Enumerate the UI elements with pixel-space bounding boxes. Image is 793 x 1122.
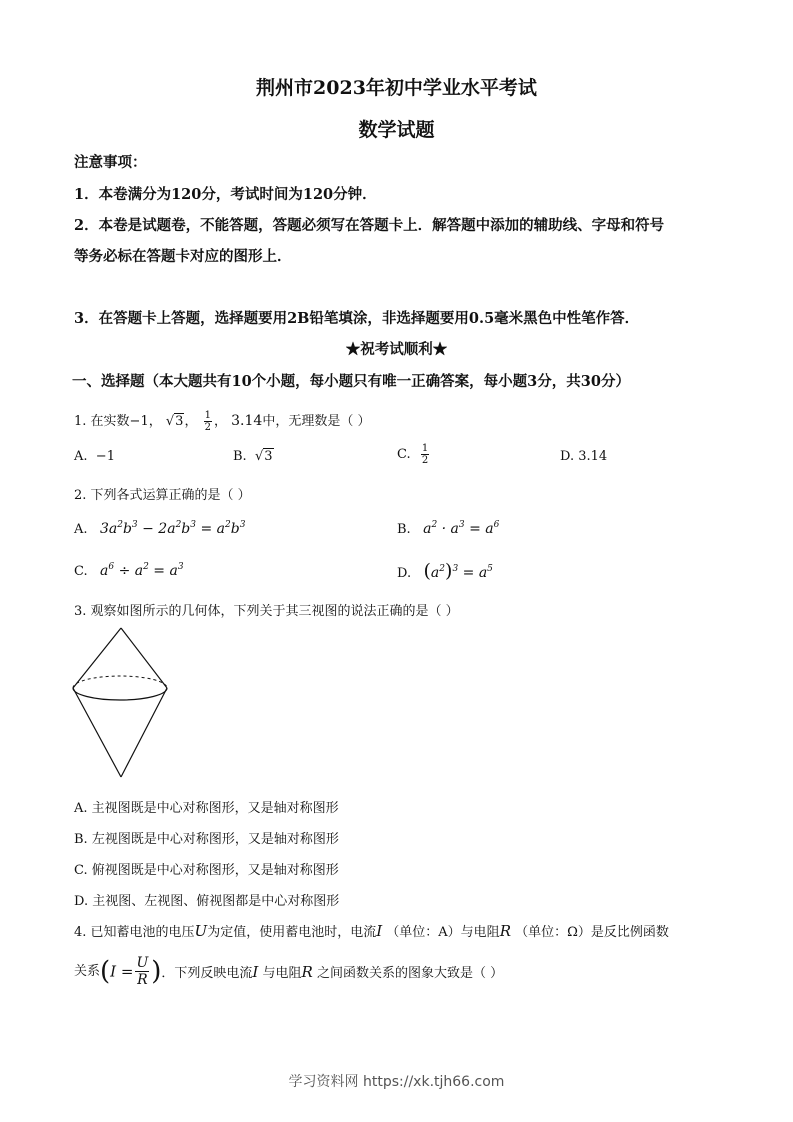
q3-option-b: B. 左视图既是中心对称图形，又是轴对称图形 — [74, 832, 339, 847]
q1-lead: 1. 在实数 — [74, 414, 130, 429]
q1-option-a — [74, 449, 115, 464]
option-label: D. — [560, 449, 575, 464]
good-luck-banner: ★祝考试顺利★ — [345, 341, 448, 358]
q1-sep: ， — [213, 414, 227, 429]
q1-sep: ， — [148, 414, 162, 429]
sqrt-arg: 3 — [175, 414, 184, 429]
q1-tail: 中，无理数是（ ） — [262, 414, 371, 429]
frac-den: R — [137, 972, 148, 988]
equation-fraction — [135, 955, 149, 988]
option-label: C. — [74, 564, 88, 579]
section-heading-choice: 一、选择题（本大题共有10个小题，每小题只有唯一正确答案，每小题3分，共30分） — [72, 373, 630, 390]
frac-num: U — [136, 955, 149, 971]
q2-d-expression: $(a^2)^3 = a^5$ — [423, 560, 493, 582]
q1-sep: ， — [184, 414, 198, 429]
option-label: C. — [397, 447, 411, 462]
question-1-stem — [74, 410, 370, 433]
sqrt-sign: √ — [254, 449, 264, 464]
question-4-stem-line1 — [74, 921, 669, 940]
q3-option-d: D. 主视图、左视图、俯视图都是中心对称图形 — [74, 894, 340, 909]
q1-num-minus-one: −1 — [129, 414, 149, 429]
note-item-2: 2．本卷是试题卷，不能答题，答题必须写在答题卡上．解答题中添加的辅助线、字母和符号 — [74, 217, 665, 234]
option-value: −1 — [95, 449, 115, 464]
sqrt-sign: √ — [165, 414, 175, 429]
frac-den: 2 — [421, 455, 429, 466]
frac-den: 2 — [204, 422, 211, 433]
q2-option-a — [74, 521, 245, 537]
sqrt3-expr — [255, 448, 274, 464]
question-4-stem-line2 — [74, 955, 503, 988]
paren-right: ) — [151, 956, 162, 987]
exam-title: 荆州市2023年初中学业水平考试 — [256, 77, 537, 99]
q1-option-d — [560, 449, 607, 464]
double-cone-figure — [66, 624, 176, 784]
option-label: D. — [397, 566, 412, 581]
base-ellipse-front — [73, 688, 167, 700]
cone-edge — [121, 628, 167, 688]
q1-sqrt3 — [166, 413, 185, 429]
q2-b-expression: $a^2 \cdot a^3 = a^6$ — [423, 520, 500, 537]
q4-text: （单位：Ω）是反比例函数 — [515, 925, 669, 940]
option-label: B. — [397, 522, 411, 537]
option-label: A. — [74, 522, 88, 537]
var-I: I — [376, 922, 383, 940]
note-item-3: 3．在答题卡上答题，选择题要用2B铅笔填涂，非选择题要用0.5毫米黑色中性笔作答． — [74, 310, 640, 327]
q1-fraction-half — [204, 410, 212, 433]
question-3-stem: 3. 观察如图所示的几何体，下列关于其三视图的说法正确的是（ ） — [74, 604, 459, 619]
paren-left: ( — [100, 956, 111, 987]
note-item-2-cont: 等务必标在答题卡对应的图形上． — [74, 248, 292, 265]
q3-option-a: A. 主视图既是中心对称图形，又是轴对称图形 — [74, 801, 339, 816]
equation-lhs: I = — [110, 962, 134, 981]
option-label: A. — [74, 449, 88, 464]
cone-edge — [73, 688, 121, 777]
q2-option-c — [74, 563, 184, 579]
var-I: I — [252, 963, 259, 981]
q1-option-c — [397, 443, 431, 466]
frac-num: 1 — [421, 443, 429, 454]
option-value: 3.14 — [578, 449, 608, 464]
q4-text: 关系 — [74, 964, 101, 979]
note-item-1: 1．本卷满分为120分，考试时间为120分钟． — [74, 186, 377, 203]
footer-watermark: 学习资料网 https://xk.tjh66.com — [288, 1074, 505, 1090]
q4-text: ．下列反映电流 — [161, 966, 253, 981]
sqrt-arg: 3 — [264, 449, 273, 464]
q4-text: 为定值，使用蓄电池时，电流 — [207, 925, 377, 940]
cone-edge — [121, 688, 167, 777]
q1-option-b — [233, 449, 274, 464]
q2-c-expression: $a^6 \div a^2 = a^3$ — [100, 562, 184, 579]
q3-option-c: C. 俯视图既是中心对称图形，又是轴对称图形 — [74, 863, 339, 878]
q2-option-b — [397, 521, 499, 537]
q4-text: 与电阻 — [262, 966, 302, 981]
base-ellipse-back — [73, 676, 167, 688]
var-R: R — [499, 922, 511, 940]
cone-edge — [73, 628, 121, 688]
exam-subtitle: 数学试题 — [358, 119, 435, 141]
q4-text: （单位：A）与电阻 — [386, 925, 500, 940]
var-U: U — [194, 922, 208, 940]
q4-text: 之间函数关系的图象大致是（ ） — [316, 966, 504, 981]
q4-text: 4. 已知蓄电池的电压 — [74, 925, 195, 940]
fraction-half — [421, 443, 429, 466]
notes-heading: 注意事项： — [74, 154, 147, 171]
q2-a-expression: $3a^2b^3 - 2a^2b^3 = a^2b^3$ — [99, 520, 246, 537]
option-label: B. — [233, 449, 247, 464]
q2-option-d — [397, 560, 493, 582]
var-R: R — [301, 963, 313, 981]
frac-num: 1 — [204, 410, 211, 421]
q1-num-314: 3.14 — [231, 413, 263, 429]
question-2-stem: 2. 下列各式运算正确的是（ ） — [74, 488, 251, 503]
